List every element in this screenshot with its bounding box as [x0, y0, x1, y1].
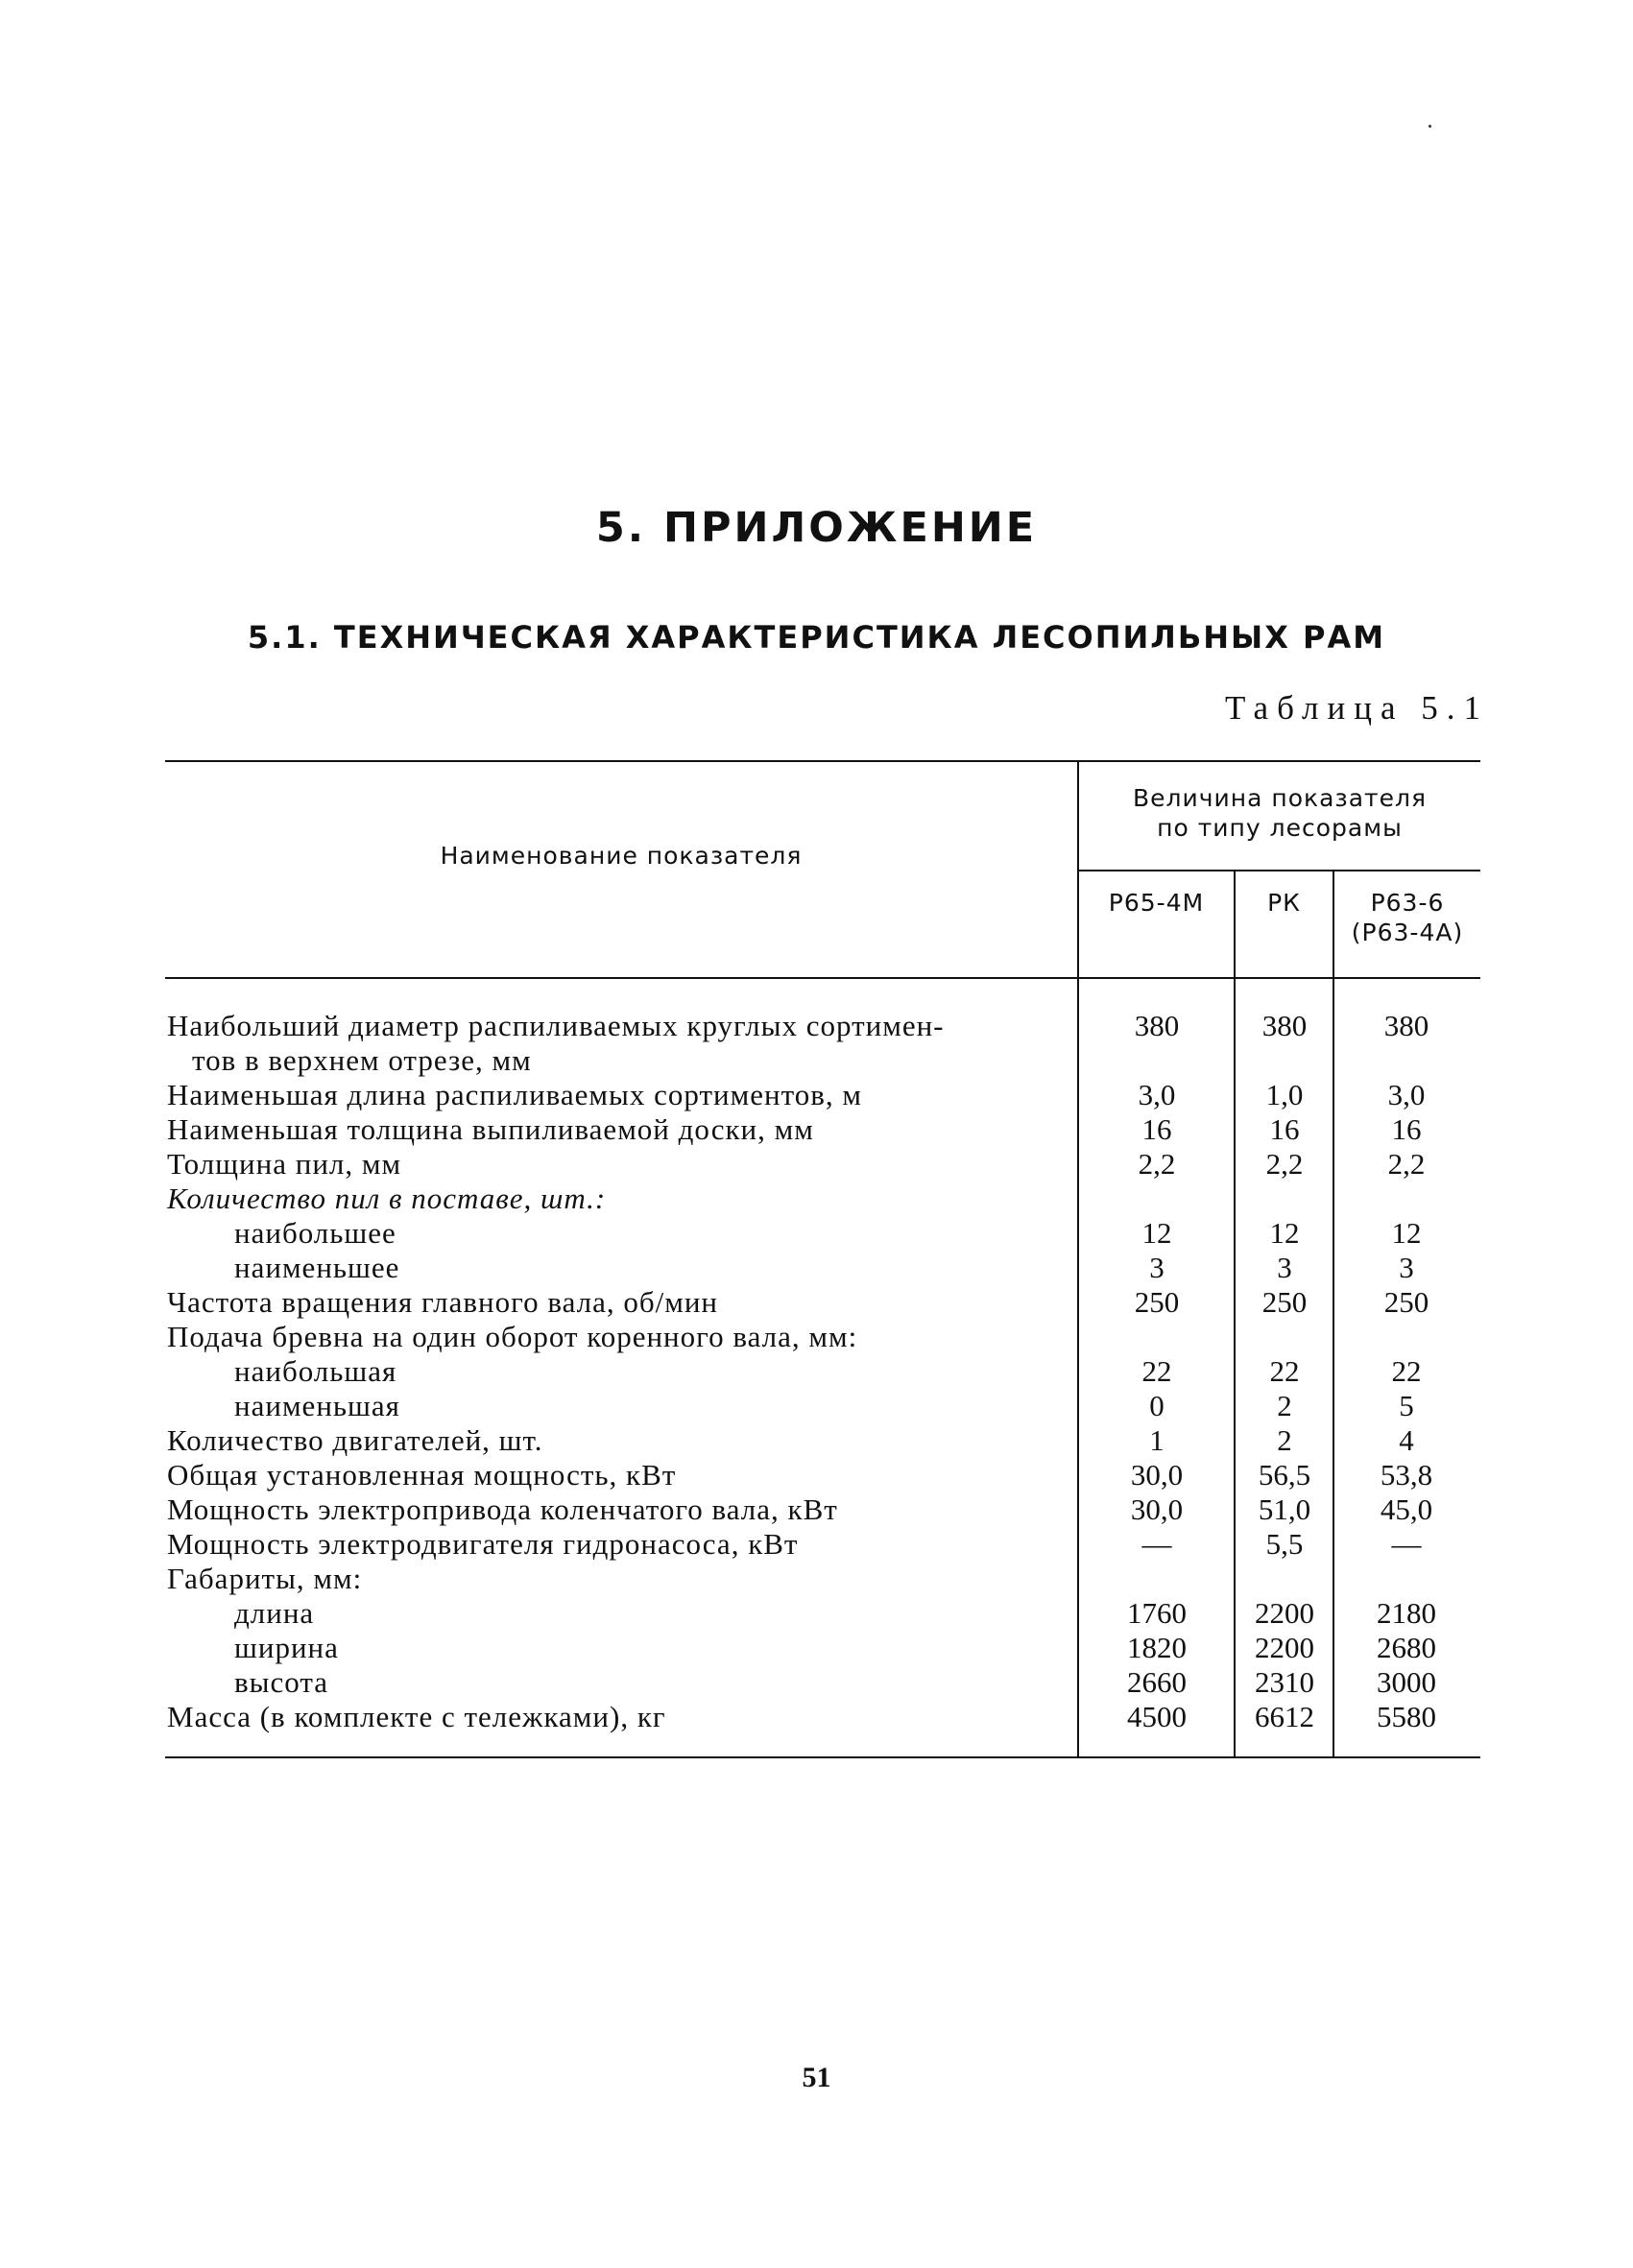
- row-label: Количество двигателей, шт.: [167, 1423, 543, 1457]
- table-row: [0, 1251, 1633, 1285]
- value-r65-4m: 16: [1141, 1112, 1172, 1146]
- row-label: тов в верхнем отрезе, мм: [192, 1043, 532, 1077]
- table-row: [0, 1354, 1633, 1389]
- value-r65-4m: 12: [1141, 1216, 1172, 1250]
- header-group-line2: по типу лесорамы: [1157, 814, 1403, 842]
- value-rk: 3: [1277, 1251, 1292, 1284]
- header-group-line1: Величина показателя: [1132, 784, 1428, 812]
- row-label: наибольшее: [234, 1216, 396, 1250]
- row-label: длина: [234, 1596, 315, 1630]
- value-r63-6: 22: [1391, 1354, 1422, 1388]
- value-rk: 2: [1277, 1389, 1292, 1422]
- value-r63-6: 12: [1391, 1216, 1422, 1250]
- value-r63-6: 45,0: [1380, 1492, 1433, 1526]
- table-row: [0, 1285, 1633, 1320]
- value-rk: 6612: [1255, 1700, 1314, 1733]
- table-row: [0, 1665, 1633, 1700]
- row-label: Подача бревна на один оборот коренного вала, мм:: [167, 1320, 858, 1353]
- row-label: Частота вращения главного вала, об/мин: [167, 1285, 719, 1319]
- value-rk: 2200: [1255, 1631, 1314, 1664]
- header-col3-line2: (Р63-4А): [1351, 919, 1464, 946]
- value-r65-4m: 30,0: [1130, 1492, 1184, 1526]
- table-row: [0, 1423, 1633, 1458]
- value-r63-6: 3,0: [1387, 1078, 1426, 1111]
- value-r65-4m: 30,0: [1130, 1458, 1184, 1492]
- row-label: Толщина пил, мм: [167, 1147, 402, 1181]
- table-row: [0, 1216, 1633, 1251]
- row-label: Габариты, мм:: [167, 1562, 363, 1595]
- row-label: Общая установленная мощность, кВт: [167, 1458, 677, 1492]
- value-r63-6: 16: [1391, 1112, 1422, 1146]
- value-r65-4m: 1820: [1127, 1631, 1187, 1664]
- value-r65-4m: 2660: [1127, 1665, 1187, 1699]
- value-r63-6: 380: [1383, 1009, 1429, 1042]
- value-rk: 56,5: [1258, 1458, 1311, 1492]
- value-r65-4m: 4500: [1127, 1700, 1187, 1733]
- value-r65-4m: 22: [1141, 1354, 1172, 1388]
- value-rk: 22: [1269, 1354, 1300, 1388]
- table-row: [0, 1320, 1633, 1354]
- value-r63-6: 5: [1399, 1389, 1414, 1422]
- value-r65-4m: 1: [1149, 1423, 1165, 1457]
- row-label: Мощность электродвигателя гидронасоса, кВт: [167, 1527, 799, 1561]
- row-label: Наименьшая толщина выпиливаемой доски, мм: [167, 1112, 814, 1146]
- table-row: [0, 1009, 1633, 1043]
- table-row: [0, 1389, 1633, 1423]
- table-row: [0, 1182, 1633, 1216]
- value-r65-4m: 2,2: [1138, 1147, 1176, 1181]
- value-r63-6: 3000: [1377, 1665, 1436, 1699]
- scan-speck: [1429, 125, 1431, 128]
- table-row: [0, 1458, 1633, 1492]
- table-row: [0, 1527, 1633, 1562]
- value-r65-4m: —: [1141, 1527, 1172, 1561]
- row-label: наибольшая: [234, 1354, 397, 1388]
- table-row: [0, 1078, 1633, 1112]
- value-r63-6: 5580: [1377, 1700, 1436, 1733]
- value-r63-6: 2,2: [1387, 1147, 1426, 1181]
- section-title: 5.1. ТЕХНИЧЕСКАЯ ХАРАКТЕРИСТИКА ЛЕСОПИЛЬНЫХ РАМ: [247, 619, 1386, 656]
- row-label: Наибольший диаметр распиливаемых круглых сортимен-: [167, 1009, 945, 1042]
- value-rk: 5,5: [1265, 1527, 1304, 1561]
- table-row: [0, 1492, 1633, 1527]
- page-number: 51: [802, 2062, 831, 2093]
- value-r65-4m: 3: [1149, 1251, 1165, 1284]
- value-r65-4m: 1760: [1127, 1596, 1187, 1630]
- row-label: Количество пил в поставе, шт.:: [167, 1182, 607, 1215]
- value-r63-6: —: [1391, 1527, 1422, 1561]
- table-row: [0, 1700, 1633, 1734]
- value-rk: 2,2: [1265, 1147, 1304, 1181]
- value-rk: 250: [1261, 1285, 1308, 1319]
- row-label: ширина: [234, 1631, 339, 1664]
- value-r65-4m: 380: [1134, 1009, 1180, 1042]
- value-rk: 2: [1277, 1423, 1292, 1457]
- row-label: Наименьшая длина распиливаемых сортиментов, м: [167, 1078, 862, 1111]
- header-col3-line1: Р63-6: [1370, 889, 1445, 917]
- value-rk: 16: [1269, 1112, 1300, 1146]
- table-row: [0, 1112, 1633, 1147]
- value-r63-6: 3: [1399, 1251, 1414, 1284]
- value-r63-6: 250: [1383, 1285, 1429, 1319]
- row-label: высота: [234, 1665, 329, 1699]
- row-label: Масса (в комплекте с тележками), кг: [167, 1700, 666, 1733]
- value-r63-6: 2180: [1377, 1596, 1436, 1630]
- header-bottom-rule: [165, 977, 1480, 979]
- table-top-rule: [165, 760, 1480, 762]
- value-r65-4m: 250: [1134, 1285, 1180, 1319]
- header-col2: РК: [1267, 889, 1301, 917]
- value-rk: 380: [1261, 1009, 1308, 1042]
- table-caption: Таблица 5.1: [1225, 689, 1489, 727]
- table-row: [0, 1631, 1633, 1665]
- value-rk: 1,0: [1265, 1078, 1304, 1111]
- value-rk: 51,0: [1258, 1492, 1311, 1526]
- value-rk: 2310: [1255, 1665, 1314, 1699]
- value-r63-6: 4: [1399, 1423, 1414, 1457]
- row-label: наименьшее: [234, 1251, 400, 1284]
- table-row: [0, 1147, 1633, 1182]
- row-label: Мощность электропривода коленчатого вала, кВт: [167, 1492, 838, 1526]
- value-r63-6: 53,8: [1380, 1458, 1433, 1492]
- table-row: [0, 1596, 1633, 1631]
- row-label: наименьшая: [234, 1389, 400, 1422]
- header-col1: Р65-4М: [1108, 889, 1205, 917]
- chapter-title: 5. ПРИЛОЖЕНИЕ: [595, 504, 1038, 552]
- value-r63-6: 2680: [1377, 1631, 1436, 1664]
- value-rk: 12: [1269, 1216, 1300, 1250]
- table-row: [0, 1043, 1633, 1078]
- value-rk: 2200: [1255, 1596, 1314, 1630]
- table-bottom-rule: [165, 1756, 1480, 1758]
- header-name-column: Наименование показателя: [440, 842, 803, 870]
- group-header-rule: [1077, 870, 1480, 871]
- value-r65-4m: 0: [1149, 1389, 1165, 1422]
- table-row: [0, 1562, 1633, 1596]
- value-r65-4m: 3,0: [1138, 1078, 1176, 1111]
